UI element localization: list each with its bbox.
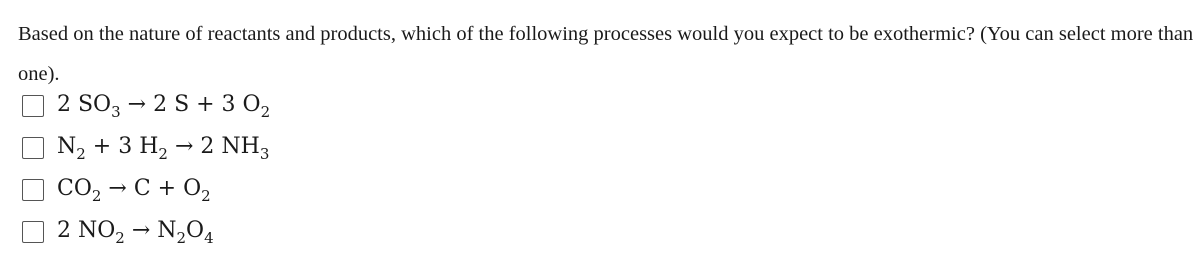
formula-subscript: 2	[158, 145, 168, 163]
formula-text: CO	[57, 176, 92, 201]
formula-subscript: 3	[111, 103, 121, 121]
formula-text: → 2 NH	[167, 134, 260, 159]
formula-text: → N	[124, 218, 177, 243]
checkbox[interactable]	[22, 179, 44, 201]
formula-subscript: 2	[201, 187, 211, 205]
formula-subscript: 2	[115, 229, 125, 247]
formula-subscript: 3	[259, 145, 270, 163]
formula-text: 2 NO	[57, 218, 116, 243]
formula-text: → 2 S + 3 O	[120, 92, 261, 117]
formula-subscript: 2	[260, 103, 271, 121]
formula-subscript: 2	[91, 187, 102, 205]
formula-text: + 3 H	[85, 134, 159, 159]
question-text: Based on the nature of reactants and products, which of the following processes would you expect to be exothermic? (You can select more than one).	[18, 23, 1194, 85]
checkbox[interactable]	[22, 95, 44, 117]
reaction-formula	[57, 216, 214, 246]
formula-text: O	[186, 218, 205, 243]
reaction-formula	[57, 90, 270, 120]
formula-subscript: 4	[204, 229, 214, 247]
formula-text: → C + O	[101, 176, 202, 201]
formula-text: 2 SO	[57, 92, 112, 117]
checkbox[interactable]	[22, 221, 44, 243]
reaction-formula	[57, 132, 269, 162]
reaction-formula	[57, 174, 211, 204]
formula-subscript: 2	[76, 145, 86, 163]
checkbox[interactable]	[22, 137, 44, 159]
formula-text: N	[57, 134, 77, 159]
formula-subscript: 2	[176, 229, 187, 247]
